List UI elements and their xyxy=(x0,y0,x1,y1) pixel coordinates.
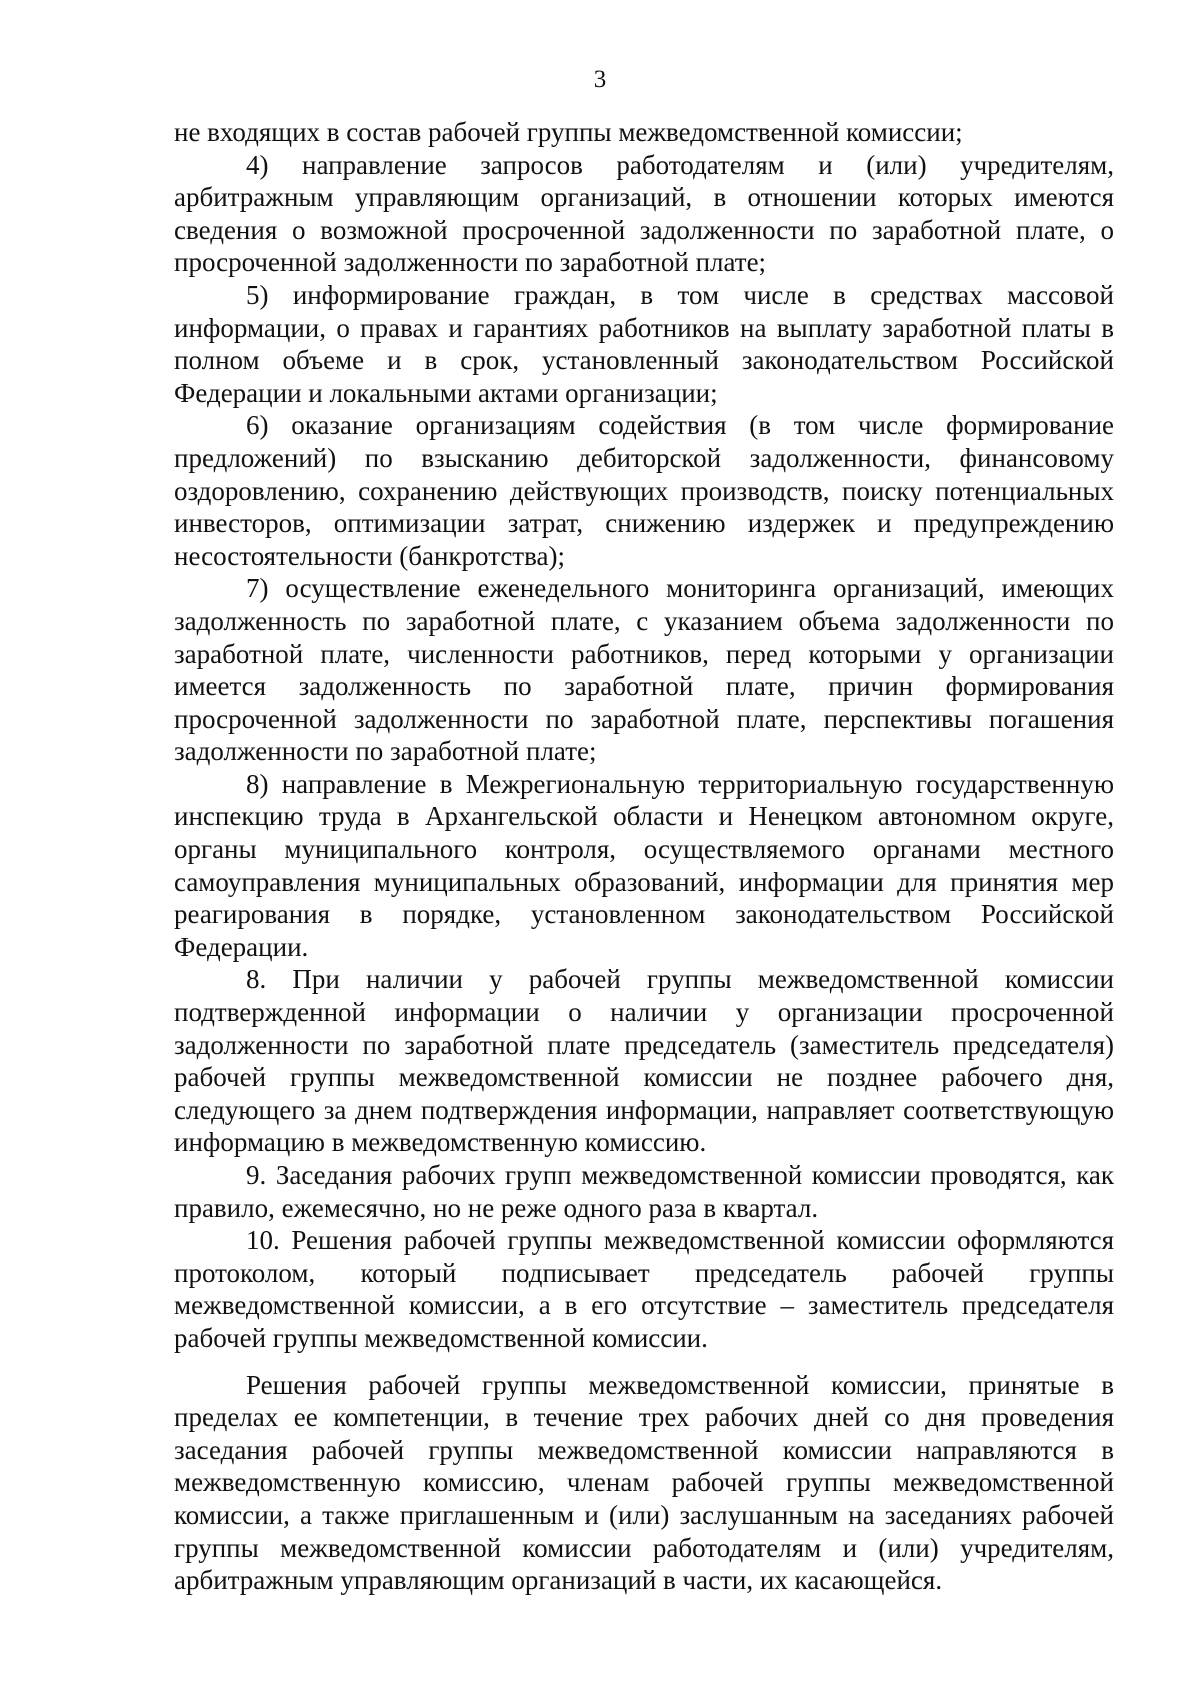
paragraph-clause-8: 8. При наличии у рабочей группы межведомственной комиссии подтвержденной информации о наличии у организации просроченной задолженности по заработной плате председатель (заместитель председателя) рабочей группы межведомственной комиссии не позднее рабочего дня, следующего за днем подтверждения информации, направляет соответствующую информацию в межведомственную комиссию. xyxy=(174,964,1114,1158)
paragraph-item-6: 6) оказание организациям содействия (в том числе формирование предложений) по взысканию дебиторской задолженности, финансовому оздоровлению, сохранению действующих производств, поиску потенциальных инвесторов, оптимизации затрат, снижению издержек и предупреждению несостоятельности (банкротства); xyxy=(174,410,1114,571)
document-body xyxy=(174,116,1114,1597)
paragraph-item-8: 8) направление в Межрегиональную территориальную государственную инспекцию труда в Архангельской области и Ненецком автономном округе, органы муниципального контроля, осуществляемого органами местного самоуправления муниципальных образований, информации для принятия мер реагирования в порядке, установленном законодательством Российской Федерации. xyxy=(174,768,1114,962)
paragraph-decisions: Решения рабочей группы межведомственной комиссии, принятые в пределах ее компетенции, в течение трех рабочих дней со дня проведения заседания рабочей группы межведомственной комиссии направляются в межведомственную комиссию, членам рабочей группы межведомственной комиссии, а также приглашенным и (или) заслушанным на заседаниях рабочей группы межведомственной комиссии работодателям и (или) учредителям, арбитражным управляющим организаций в части, их касающейся. xyxy=(174,1369,1114,1596)
paragraph-clause-10: 10. Решения рабочей группы межведомственной комиссии оформляются протоколом, который подписывает председатель рабочей группы межведомственной комиссии, а в его отсутствие – заместитель председателя рабочей группы межведомственной комиссии. xyxy=(174,1225,1114,1353)
paragraph-continuation: не входящих в состав рабочей группы межведомственной комиссии; xyxy=(174,117,963,147)
paragraph-item-5: 5) информирование граждан, в том числе в средствах массовой информации, о правах и гарантиях работников на выплату заработной платы в полном объеме и в срок, установленный законодательством Российской Федерации и локальными актами организации; xyxy=(174,279,1114,408)
paragraph-item-4: 4) направление запросов работодателям и (или) учредителям, арбитражным управляющим организаций, в отношении которых имеются сведения о возможной просроченной задолженности по заработной плате, о просроченной задолженности по заработной плате; xyxy=(174,149,1114,278)
paragraph-clause-9: 9. Заседания рабочих групп межведомственной комиссии проводятся, как правило, ежемесячно, но не реже одного раза в квартал. xyxy=(174,1160,1114,1223)
paragraph-item-7: 7) осуществление еженедельного мониторинга организаций, имеющих задолженность по заработной плате, с указанием объема задолженности по заработной плате, численности работников, перед которыми у организации имеется задолженность по заработной плате, причин формирования просроченной задолженности по заработной плате, перспективы погашения задолженности по заработной плате; xyxy=(174,573,1114,767)
page-number: 3 xyxy=(593,66,607,93)
